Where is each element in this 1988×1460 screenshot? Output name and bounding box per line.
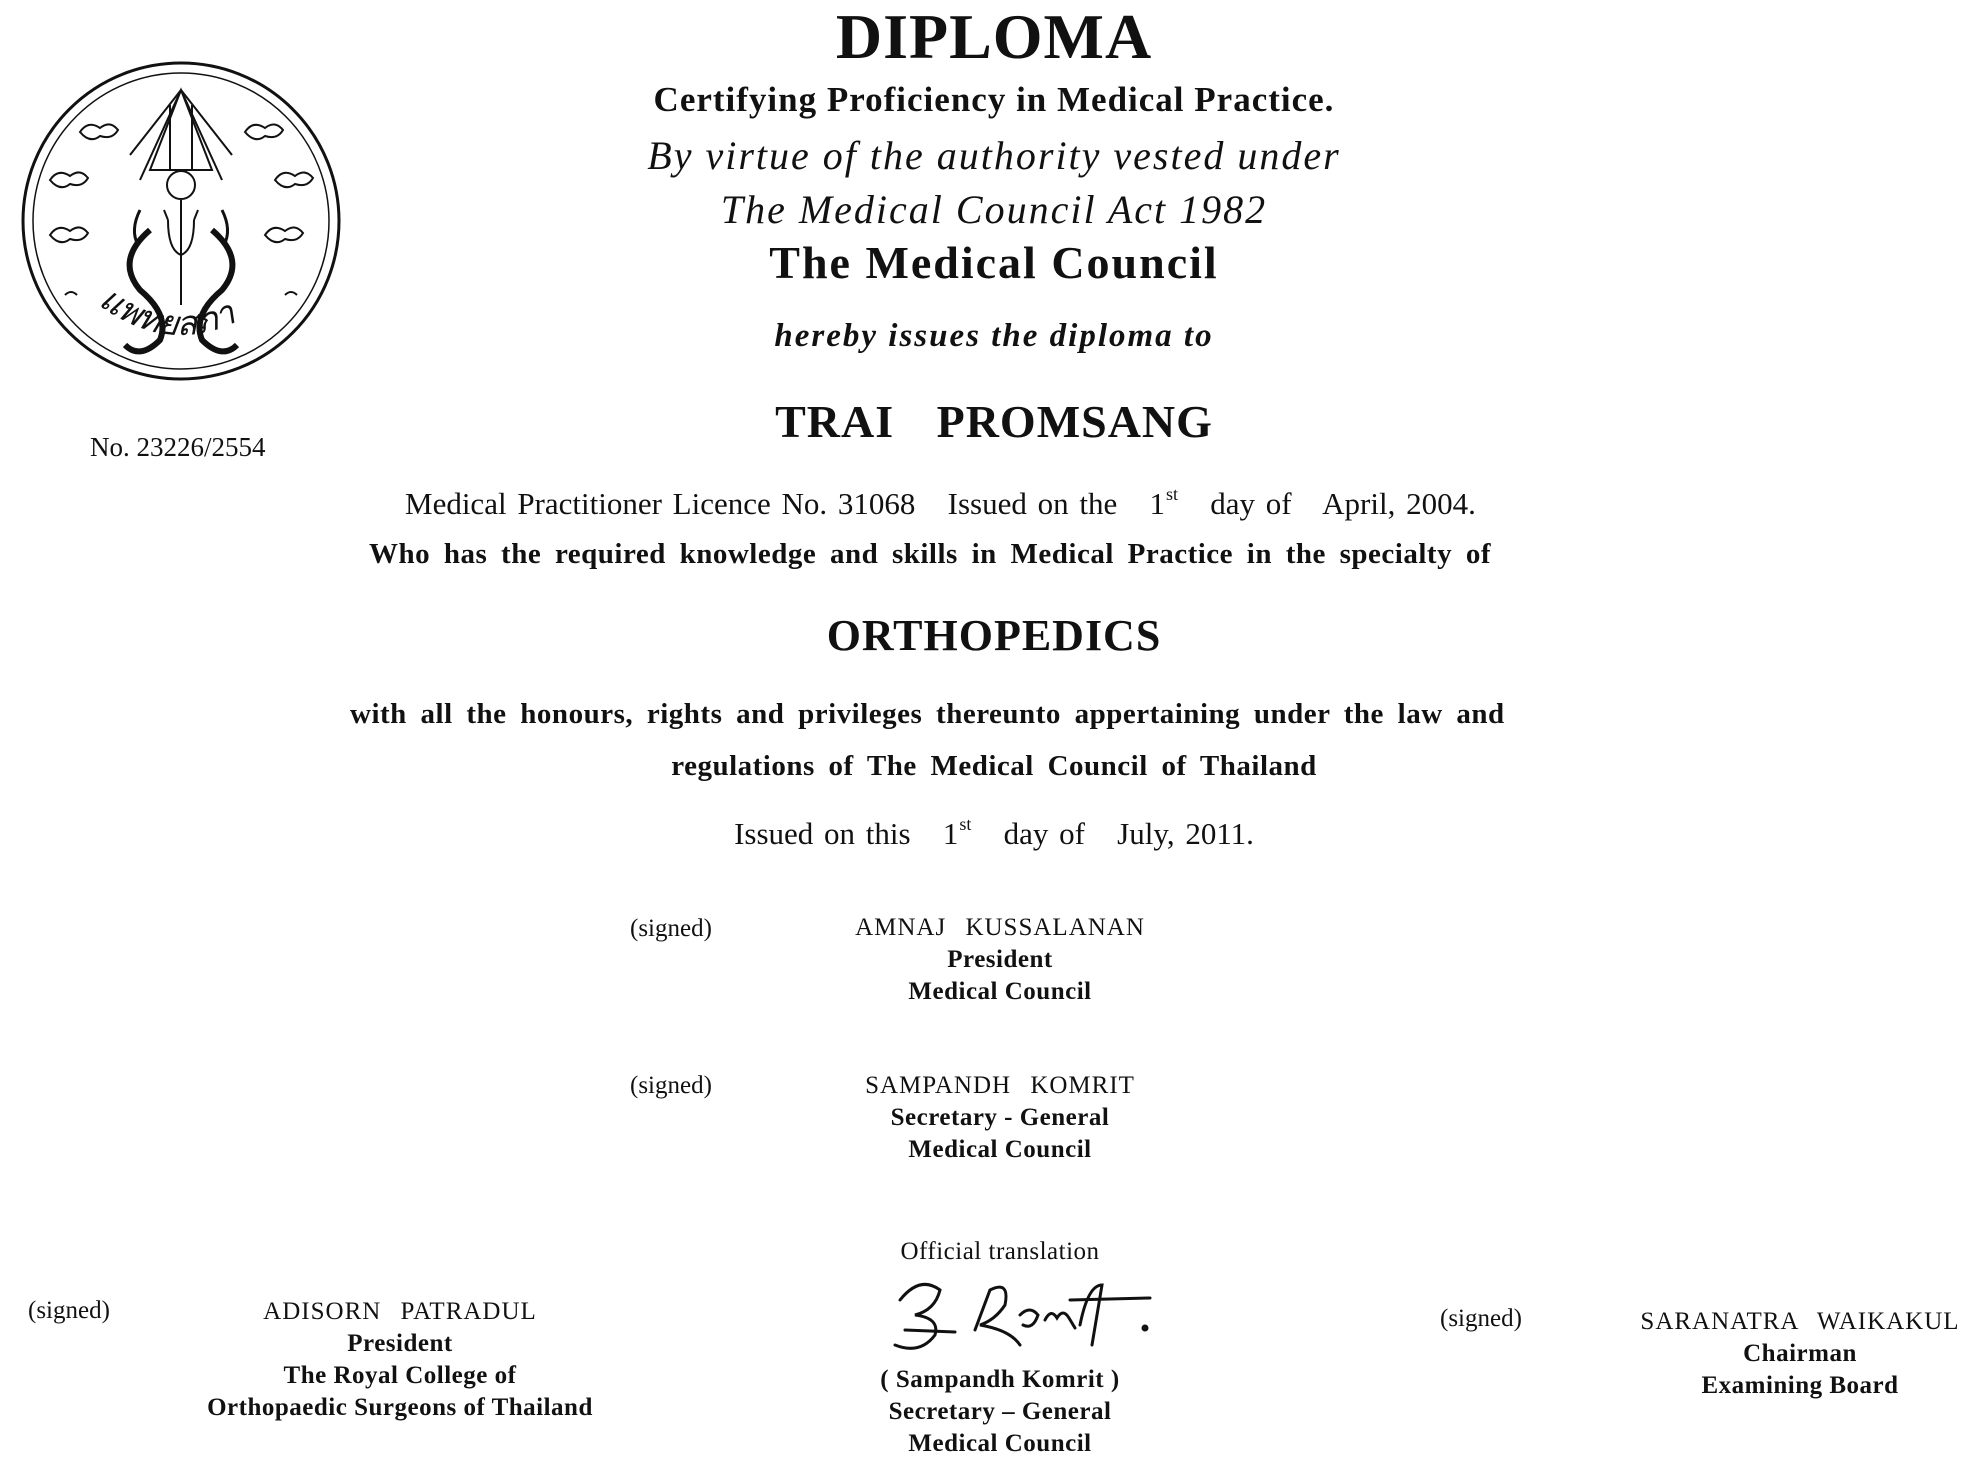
- college-title: President: [347, 1330, 453, 1357]
- board-signed: (signed): [1440, 1305, 1522, 1332]
- translator-title: Secretary – General: [888, 1398, 1112, 1425]
- honours-statement: with all the honours, rights and privileges thereunto appertaining under the law and: [350, 698, 1505, 730]
- issues-text: hereby issues the diploma to: [774, 318, 1214, 354]
- regulations-statement: regulations of The Medical Council of Thailand: [671, 750, 1317, 782]
- licence-ordinal: st: [1166, 484, 1179, 504]
- licence-line: [405, 484, 1476, 522]
- recipient-name: TRAI PROMSANG: [775, 396, 1213, 447]
- secretary-name: SAMPANDH KOMRIT: [865, 1072, 1135, 1099]
- secretary-signature-block: [800, 1070, 1200, 1166]
- college-name: ADISORN PATRADUL: [263, 1298, 537, 1325]
- diploma-number: No. 23226/2554: [90, 432, 266, 462]
- board-signature-block: [1620, 1306, 1980, 1402]
- handwritten-signature-icon: [880, 1270, 1160, 1360]
- page-title: [0, 0, 1988, 74]
- board-org: Examining Board: [1701, 1372, 1899, 1399]
- college-signature-block: [170, 1296, 630, 1424]
- issued-suffix: day of July, 2011.: [971, 816, 1254, 851]
- secretary-signed: (signed): [630, 1072, 712, 1099]
- college-org-line-2: Orthopaedic Surgeons of Thailand: [207, 1394, 593, 1421]
- issuer-name: The Medical Council: [769, 237, 1219, 288]
- specialty: ORTHOPEDICS: [826, 611, 1162, 660]
- issued-date: [0, 814, 1988, 852]
- president-title: President: [947, 946, 1053, 973]
- translator-name: ( Sampandh Komrit ): [880, 1366, 1120, 1393]
- licence-prefix: Medical Practitioner Licence No. 31068 Issued on the 1: [405, 486, 1165, 521]
- licence-suffix: day of April, 2004.: [1178, 486, 1476, 521]
- official-translation-heading: Official translation: [900, 1238, 1100, 1265]
- board-title: Chairman: [1743, 1340, 1857, 1367]
- board-name: SARANATRA WAIKAKUL: [1640, 1308, 1960, 1335]
- diploma-subtitle: Certifying Proficiency in Medical Practice.: [653, 80, 1335, 119]
- secretary-org: Medical Council: [908, 1136, 1092, 1163]
- authority-line-2: The Medical Council Act 1982: [720, 187, 1268, 232]
- translator-org: Medical Council: [908, 1430, 1092, 1457]
- president-name: AMNAJ KUSSALANAN: [855, 914, 1145, 941]
- secretary-title: Secretary - General: [890, 1104, 1110, 1131]
- issued-ordinal: st: [959, 814, 972, 834]
- authority-line-1: By virtue of the authority vested under: [647, 133, 1341, 178]
- skills-statement: Who has the required knowledge and skills in Medical Practice in the specialty of: [369, 538, 1491, 570]
- college-signed: (signed): [28, 1297, 110, 1324]
- president-signature-block: [800, 912, 1200, 1008]
- title-text: DIPLOMA: [835, 1, 1153, 72]
- translator-signature-block: [800, 1364, 1200, 1460]
- issued-prefix: Issued on this 1: [734, 816, 959, 851]
- seal-text: แพทยสภา: [92, 278, 241, 345]
- college-org-line-1: The Royal College of: [283, 1362, 517, 1389]
- president-signed: (signed): [630, 915, 712, 942]
- president-org: Medical Council: [908, 978, 1092, 1005]
